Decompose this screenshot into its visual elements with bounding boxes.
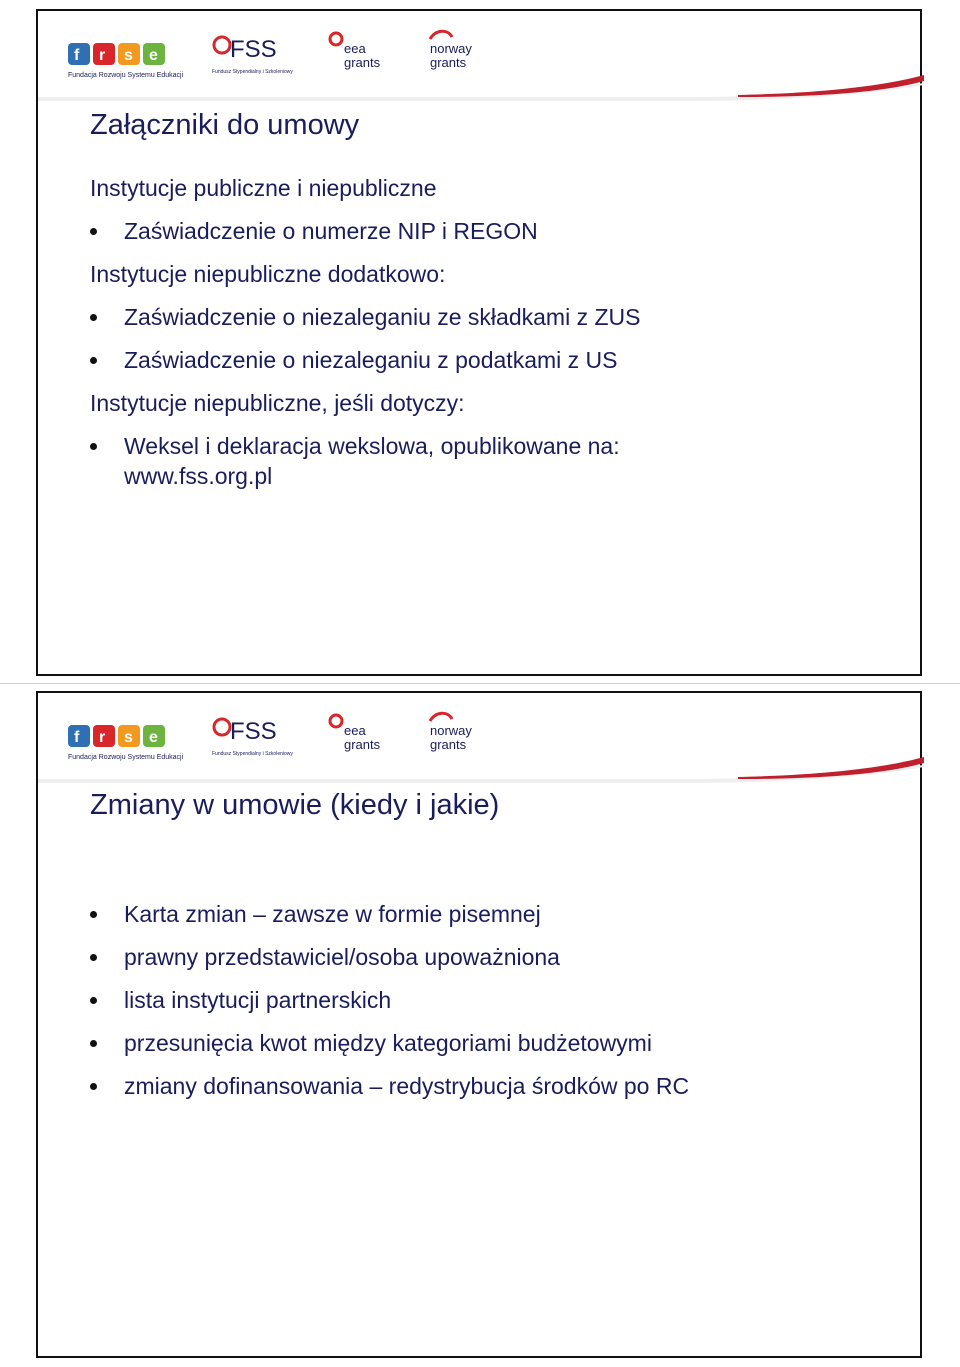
svg-text:grants: grants [430, 55, 467, 70]
list-item: lista instytucji partnerskich [90, 979, 689, 1022]
svg-text:eea: eea [344, 41, 366, 56]
link-text: www.fss.org.pl [124, 463, 273, 489]
svg-text:norway: norway [430, 41, 472, 56]
list-item: Zaświadczenie o numerze NIP i REGON [90, 210, 640, 253]
svg-text:s: s [124, 47, 133, 64]
svg-text:e: e [149, 729, 158, 746]
svg-text:s: s [124, 729, 133, 746]
norway-grants-logo [426, 29, 484, 74]
list-item: Instytucje niepubliczne, jeśli dotyczy: [90, 390, 465, 416]
svg-text:Fundacja Rozwoju Systemu Eduka: Fundacja Rozwoju Systemu Edukacji [68, 754, 184, 761]
list-item: Weksel i deklaracja wekslowa, opublikowane na: [90, 431, 640, 461]
list-item: prawny przedstawiciel/osoba upoważniona [90, 936, 689, 979]
list-item: przesunięcia kwot między kategoriami budżetowymi [90, 1022, 689, 1065]
svg-text:grants: grants [430, 737, 467, 752]
svg-text:e: e [149, 47, 158, 64]
svg-text:Fundusz Stypendialny i Szkolen: Fundusz Stypendialny i Szkoleniowy [212, 751, 293, 757]
svg-text:f: f [74, 729, 80, 746]
svg-text:grants: grants [344, 55, 381, 70]
svg-text:r: r [99, 729, 106, 746]
svg-text:FSS: FSS [230, 36, 277, 63]
slide-attachments [36, 9, 922, 676]
slide-title: Zmiany w umowie (kiedy i jakie) [90, 789, 500, 821]
svg-text:r: r [99, 47, 106, 64]
list-item: zmiany dofinansowania – redystrybucja środków po RC [90, 1065, 689, 1108]
page-divider [0, 683, 960, 684]
frse-logo [68, 41, 184, 81]
list-item: Instytucje publiczne i niepubliczne [90, 175, 437, 201]
slide-contract-changes [36, 691, 922, 1358]
slide-title: Załączniki do umowy [90, 109, 360, 141]
eea-grants-logo [328, 711, 388, 756]
list-item: Zaświadczenie o niezaleganiu ze składkami z ZUS [90, 296, 640, 339]
fss-logo [212, 29, 293, 79]
svg-text:Fundusz Stypendialny i Szkolen: Fundusz Stypendialny i Szkoleniowy [212, 69, 293, 75]
svg-text:norway: norway [430, 723, 472, 738]
attachments-list [90, 167, 640, 491]
frse-logo [68, 723, 184, 763]
svg-text:Fundacja Rozwoju Systemu Eduka: Fundacja Rozwoju Systemu Edukacji [68, 72, 184, 79]
list-item: Zaświadczenie o niezaleganiu z podatkami z US [90, 339, 640, 382]
fss-logo [212, 711, 293, 761]
norway-grants-logo [426, 711, 484, 756]
svg-text:f: f [74, 47, 80, 64]
svg-text:eea: eea [344, 723, 366, 738]
list-item: Karta zmian – zawsze w formie pisemnej [90, 893, 689, 936]
changes-list [90, 893, 689, 1108]
svg-text:grants: grants [344, 737, 381, 752]
eea-grants-logo [328, 29, 388, 74]
svg-text:FSS: FSS [230, 718, 277, 745]
list-item: Instytucje niepubliczne dodatkowo: [90, 261, 446, 287]
